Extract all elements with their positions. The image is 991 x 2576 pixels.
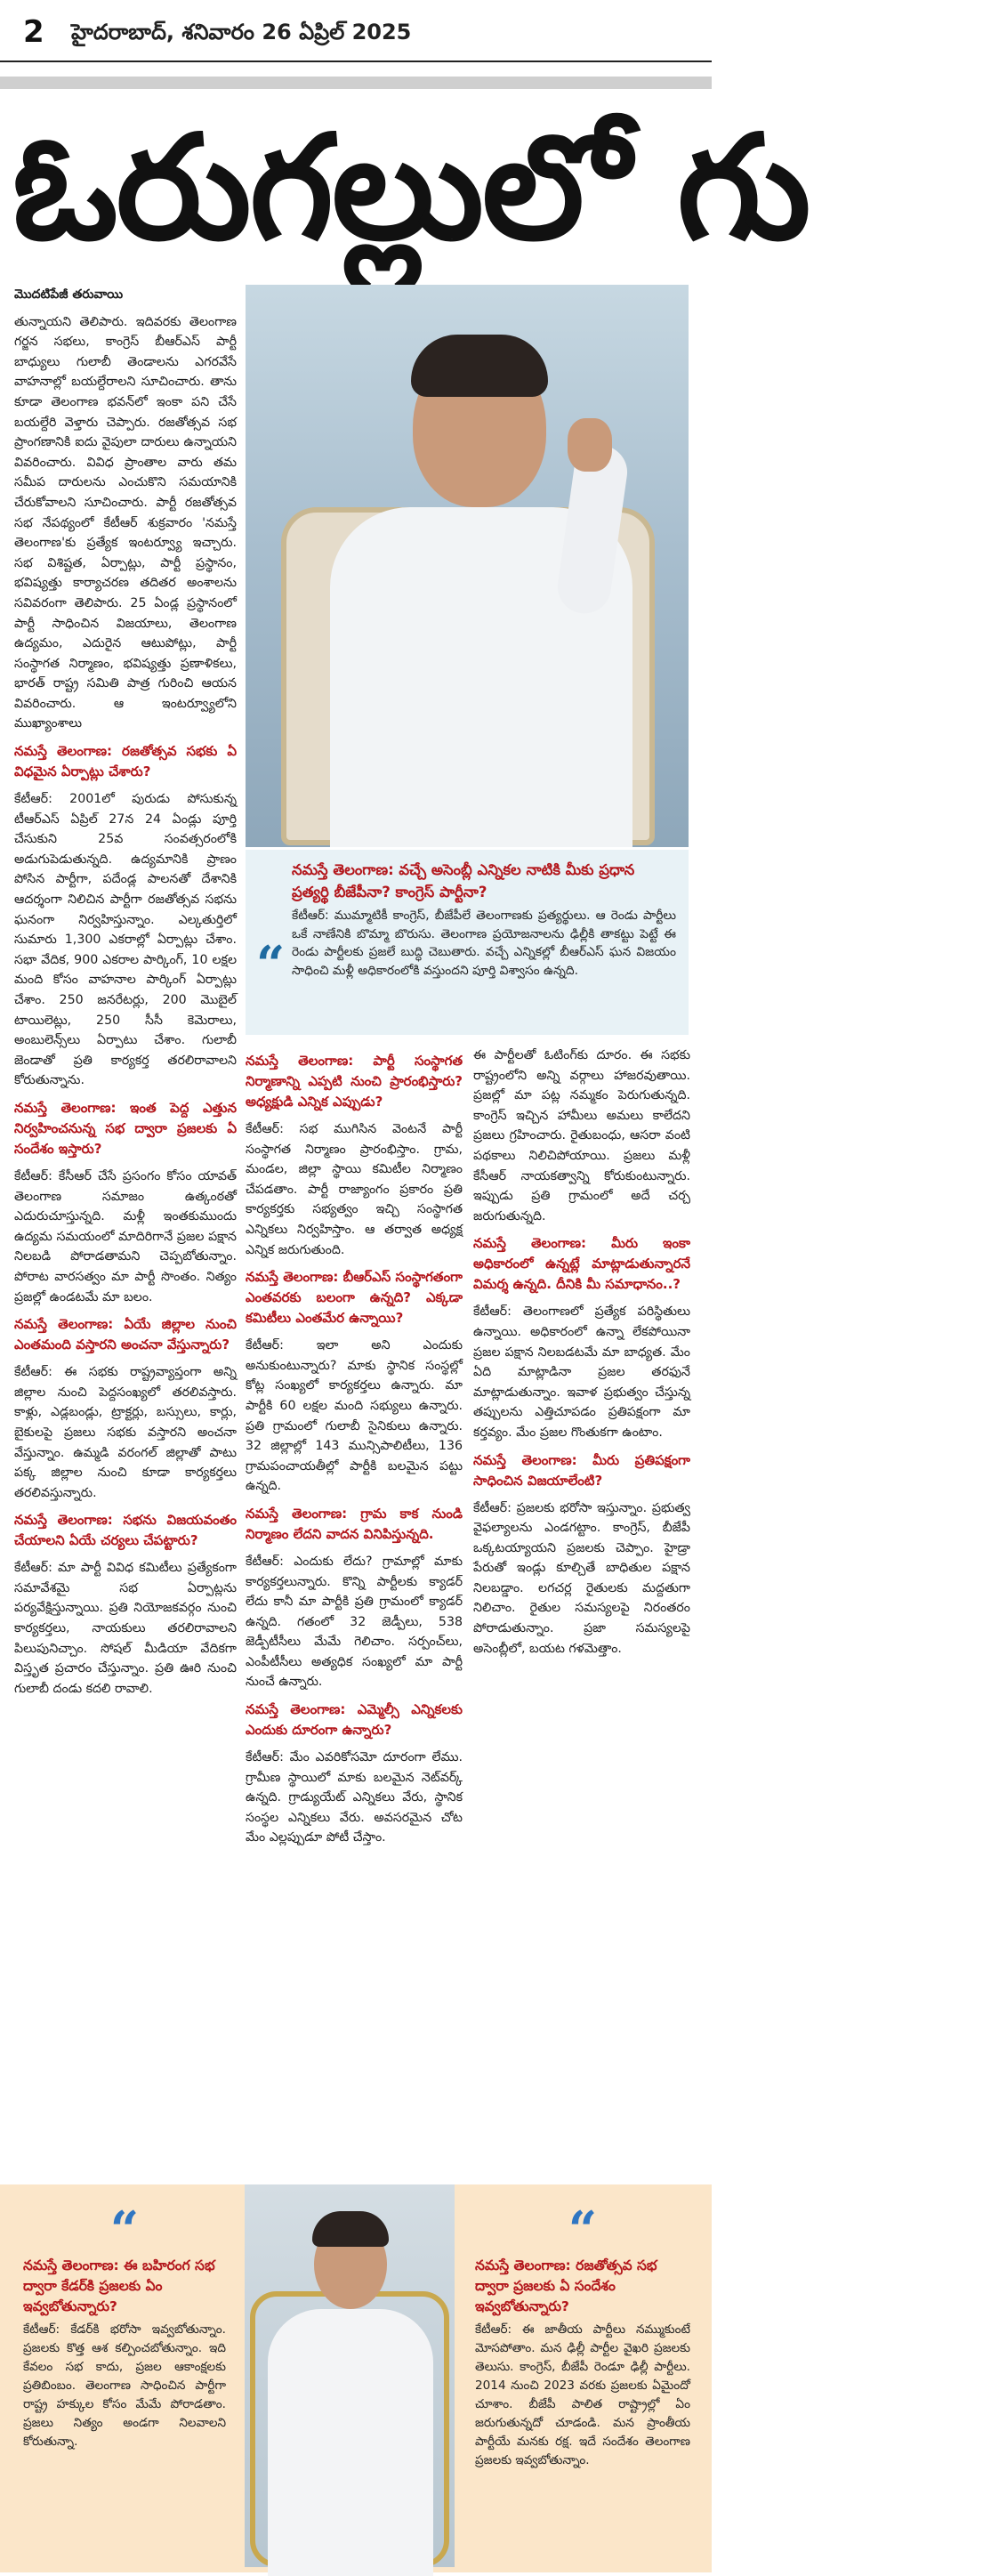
question: నమస్తే తెలంగాణ: మీరు ఇంకా అధికారంలో ఉన్నట్లే మాట్లాడుతున్నారనే విమర్శ ఉన్నది. దీనికి మీ సమాధానం..? bbox=[473, 1235, 690, 1293]
answer: కేటీఆర్: 2001లో పురుడు పోసుకున్న టీఆర్‌ఎస్ ఏప్రిల్ 27న 24 ఏండ్లు పూర్తి చేసుకుని 25వ సంవత్సరంలోకి అడుగుపెడుతున్నది. ఉద్యమానికి ప్రాణం పోసిన పార్టీగా, పదేండ్ల పాలనతో దేశానికి ఆదర్శంగా నిలిచిన పార్టీగా రజతోత్సవ సభను ఘనంగా నిర్వహిస్తున్నాం. ఎల్కతుర్తిలో సుమారు 1,300 ఎకరాల్లో ఏర్పాట్లు చేశాం. సభా వేదిక, 900 ఎకరాల పార్కింగ్, 10 లక్షల మంది కోసం వాహనాల పార్కింగ్ ఏర్పాట్లు చేశాం. 250 జనరేటర్లు, 200 మొబైల్ టాయిలెట్లు, 250 సీసీ కెమెరాలు, అంబులెన్స్‌లు ఏర్పాటు చేశాం. గులాబీ జెండాతో ప్రతి కార్యకర్త తరలిరావాలని కోరుతున్నాను. bbox=[14, 792, 237, 1088]
question: నమస్తే తెలంగాణ: సభను విజయవంతం చేయాలని ఏయే చర్యలు చేపట్టారు? bbox=[14, 1512, 237, 1549]
question: నమస్తే తెలంగాణ: మీరు ప్రతిపక్షంగా సాధించిన విజయాలేంటి? bbox=[473, 1451, 690, 1489]
quote-icon: “ bbox=[109, 2201, 140, 2259]
article-column-1 bbox=[14, 285, 237, 2176]
featured-quote bbox=[246, 850, 689, 1035]
answer: కేటీఆర్: ప్రజలకు భరోసా ఇస్తున్నాం. ప్రభుత్వ వైఫల్యాలను ఎండగట్టాం. కాంగ్రెస్, బీజేపీ ఒక్కటయ్యాయని ప్రజలకు చెప్పాం. హైడ్రా పేరుతో ఇండ్లు కూల్చితే బాధితుల పక్షాన నిలబడ్డాం. లగచర్ల రైతులకు మద్దతుగా నిలిచాం. రైతుల సమస్యలపై నిరంతరం పోరాడుతున్నాం. ప్రజా సమస్యలపై అసెంబ్లీలో, బయట గళమెత్తాం. bbox=[473, 1500, 690, 1656]
featured-answer: కేటీఆర్: ముమ్మాటికీ కాంగ్రెస్, బీజేపీలే తెలంగాణకు ప్రత్యర్థులు. ఆ రెండు పార్టీలు ఒకే నాణేనికి బొమ్మా బొరుసు. తెలంగాణ ప్రయోజనాలను ఢిల్లీకి తాకట్టు పెట్టే ఈ రెండు పార్టీలకు ప్రజలే బుద్ధి చెబుతారు. వచ్చే ఎన్నికల్లో బీఆర్‌ఎస్ ఘన విజయం సాధించి మళ్లీ అధికారంలోకి వస్తుందని పూర్తి విశ్వాసం ఉన్నది. bbox=[292, 908, 676, 978]
answer: కేటీఆర్: తెలంగాణలో ప్రత్యేక పరిస్థితులు ఉన్నాయి. అధికారంలో ఉన్నా లేకపోయినా ప్రజల పక్షాన నిలబడటమే మా బాధ్యత. మేం ఏది మాట్లాడినా ప్రజల తరఫునే మాట్లాడుతున్నాం. ఇవాళ ప్రభుత్వం చేస్తున్న తప్పులను ఎత్తిచూపడం ప్రతిపక్షంగా మా కర్తవ్యం. మేం ప్రజల గొంతుకగా ఉంటాం. bbox=[473, 1304, 690, 1440]
question: నమస్తే తెలంగాణ: రజతోత్సవ సభకు ఏ విధమైన ఏర్పాట్లు చేశారు? bbox=[14, 743, 237, 780]
quote-icon: “ bbox=[568, 2201, 598, 2259]
article-column-3 bbox=[473, 1046, 690, 2176]
interview-photo bbox=[246, 285, 689, 847]
bottom-quote-right bbox=[463, 2184, 703, 2572]
headline: ఓరుగల్లులో గు bbox=[12, 105, 810, 272]
quote-icon: “ bbox=[256, 935, 286, 994]
featured-question: నమస్తే తెలంగాణ: వచ్చే అసెంబ్లీ ఎన్నికల నాటికి మీకు ప్రధాన ప్రత్యర్థి బీజేపీనా? కాంగ్రెస్ పార్టీనా? bbox=[292, 861, 635, 900]
question: నమస్తే తెలంగాణ: పార్టీ సంస్థాగత నిర్మాణాన్ని ఎప్పటి నుంచి ప్రారంభిస్తారు? అధ్యక్షుడి ఎన్నిక ఎప్పుడు? bbox=[246, 1053, 463, 1110]
header-rule bbox=[0, 77, 712, 89]
question: నమస్తే తెలంగాణ: ఇంత పెద్ద ఎత్తున నిర్వహించనున్న సభ ద్వారా ప్రజలకు ఏ సందేశం ఇస్తారు? bbox=[14, 1099, 237, 1157]
answer: కేటీఆర్: కేసీఆర్ చేసే ప్రసంగం కోసం యావత్ తెలంగాణ సమాజం ఉత్కంఠతో ఎదురుచూస్తున్నది. మళ్లీ ఇంతకుముందు ఉద్యమ సమయంలో మాదిరిగానే ప్రజల పక్షాన నిలబడి పోరాడతామని చెప్పబోతున్నాం. పోరాట వారసత్వం మా పార్టీ సొంతం. నిత్యం ప్రజల్లో ఉండటమే మా బలం. bbox=[14, 1168, 237, 1304]
answer: కేటీఆర్: ఈ జాతీయ పార్టీలు నమ్ముకుంటే మోసపోతాం. మన ఢిల్లీ పార్టీల వైఖరి ప్రజలకు తెలుసు. కాంగ్రెస్, బీజేపీ రెండూ ఢిల్లీ పార్టీలు. 2014 నుంచి 2023 వరకు ప్రజలకు ఏమైందో చూశాం. బీజేపీ పాలిత రాష్ట్రాల్లో ఏం జరుగుతున్నదో చూడండి. మన ప్రాంతీయ పార్టీయే మనకు రక్ష. ఇదే సందేశం తెలంగాణ ప్రజలకు ఇవ్వబోతున్నాం. bbox=[475, 2322, 690, 2467]
page-number: 2 bbox=[23, 14, 44, 50]
bottom-quote-left bbox=[11, 2184, 238, 2572]
question: నమస్తే తెలంగాణ: ఎమ్మెల్సీ ఎన్నికలకు ఎందుకు దూరంగా ఉన్నారు? bbox=[246, 1701, 463, 1739]
question: నమస్తే తెలంగాణ: ఏయే జిల్లాల నుంచి ఎంతమంది వస్తారని అంచనా వేస్తున్నారు? bbox=[14, 1316, 237, 1353]
question: నమస్తే తెలంగాణ: ఈ బహిరంగ సభ ద్వారా కేడర్‌కి ప్రజలకు ఏం ఇవ్వబోతున్నారు? bbox=[23, 2257, 215, 2314]
answer: కేటీఆర్: ఎందుకు లేదు? గ్రామాల్లో మాకు కార్యకర్తలున్నారు. కొన్ని పార్టీలకు క్యాడర్ లేదు కానీ మా పార్టీకి ప్రతి గ్రామంలో క్యాడర్ ఉన్నది. గతంలో 32 జెడ్పీలు, 538 జెడ్పీటీసీలు మేమే గెలిచాం. సర్పంచ్‌లు, ఎంపీటీసీలు అత్యధిక సంఖ్యలో మా పార్టీ నుంచే ఉన్నారు. bbox=[246, 1554, 463, 1690]
answer: కేటీఆర్: ఈ సభకు రాష్ట్రవ్యాప్తంగా అన్ని జిల్లాల నుంచి పెద్దసంఖ్యలో తరలివస్తారు. కాళ్లు, ఎడ్లబండ్లు, ట్రాక్టర్లు, బస్సులు, కార్లు, బైకులపై ప్రజలు సభకు వస్తారని అంచనా వేస్తున్నాం. ఉమ్మడి వరంగల్ జిల్లాతో పాటు పక్క జిల్లాల నుంచి కూడా కార్యకర్తలు తరలివస్తున్నారు. bbox=[14, 1365, 237, 1500]
question: నమస్తే తెలంగాణ: రజతోత్సవ సభ ద్వారా ప్రజలకు ఏ సందేశం ఇవ్వబోతున్నారు? bbox=[475, 2257, 657, 2314]
answer: కేటీఆర్: కేడర్‌కి భరోసా ఇవ్వబోతున్నాం. ప్రజలకు కొత్త ఆశ కల్పించబోతున్నాం. ఇది కేవలం సభ కాదు, ప్రజల ఆకాంక్షలకు ప్రతిబింబం. తెలంగాణ సాధించిన పార్టీగా రాష్ట్ర హక్కుల కోసం మేమే పోరాడతాం. ప్రజలు నిత్యం అండగా నిలవాలని కోరుతున్నా. bbox=[23, 2322, 226, 2449]
answer: ఈ పార్టీలతో ఓటింగ్‌కు దూరం. ఈ సభకు రాష్ట్రంలోని అన్ని వర్గాలు హాజరవుతాయి. ప్రజల్లో మా పట్ల నమ్మకం పెరుగుతున్నది. కాంగ్రెస్ ఇచ్చిన హామీలు అమలు కాలేదని ప్రజలు గ్రహించారు. రైతుబంధు, ఆసరా వంటి పథకాలు నిలిచిపోయాయి. ప్రజలు మళ్లీ కేసీఆర్ నాయకత్వాన్ని కోరుకుంటున్నారు. ఇప్పుడు ప్రతి గ్రామంలో అదే చర్చ జరుగుతున్నది. bbox=[473, 1048, 690, 1223]
answer: కేటీఆర్: మా పార్టీ వివిధ కమిటీలు ప్రత్యేకంగా సమావేశమై సభ ఏర్పాట్లను పర్యవేక్షిస్తున్నాయి. ప్రతి నియోజకవర్గం నుంచి కార్యకర్తలు, నాయకులు తరలిరావాలని పిలుపునిచ్చాం. సోషల్ మీడియా వేదికగా విస్తృత ప్రచారం చేస్తున్నాం. ప్రతి ఊరి నుంచి గులాబీ దండు కదలి రావాలి. bbox=[14, 1561, 237, 1696]
answer: కేటీఆర్: మేం ఎవరికోసమో దూరంగా లేము. గ్రామీణ స్థాయిలో మాకు బలమైన నెట్‌వర్క్ ఉన్నది. గ్రాడ్యుయేట్ ఎన్నికలు వేరు, స్థానిక సంస్థల ఎన్నికలు వేరు. అవసరమైన చోట మేం ఎల్లప్పుడూ పోటీ చేస్తాం. bbox=[246, 1750, 463, 1845]
question: నమస్తే తెలంగాణ: గ్రామ కాక నుండి నిర్మాణం లేదని వాదన వినిపిస్తున్నది. bbox=[246, 1505, 463, 1542]
question: నమస్తే తెలంగాణ: బీఆర్‌ఎస్ సంస్థాగతంగా ఎంతవరకు బలంగా ఉన్నది? ఎక్కడా కమిటీలు ఎంతమేర ఉన్నాయి? bbox=[246, 1269, 463, 1327]
secondary-photo bbox=[245, 2184, 455, 2567]
dateline: హైదరాబాద్, శనివారం 26 ఏప్రిల్ 2025 bbox=[71, 20, 412, 44]
article-column-2 bbox=[246, 1046, 463, 2176]
answer: కేటీఆర్: ఇలా అని ఎందుకు అనుకుంటున్నారు? మాకు స్థానిక సంస్థల్లో కోట్ల సంఖ్యలో కార్యకర్తలు ఉన్నారు. మా పార్టీకి 60 లక్షల మంది సభ్యులు ఉన్నారు. ప్రతి గ్రామంలో గులాబీ సైనికులు ఉన్నారు. 32 జిల్లాల్లో 143 మున్సిపాలిటీలు, 136 గ్రామపంచాయతీల్లో పార్టీకి బలమైన పట్టు ఉన్నది. bbox=[246, 1338, 463, 1494]
page-header bbox=[0, 0, 712, 62]
continuation-label: మొదటిపేజీ తరువాయి bbox=[14, 287, 124, 302]
lead-paragraph: తున్నాయని తెలిపారు. ఇదివరకు తెలంగాణ గర్జన సభలు, కాంగ్రెస్ బీఆర్‌ఎస్ పార్టీ బాధ్యులు గులాబీ తెండాలను ఎగరవేసే వాహనాల్లో బయల్దేరాలని సూచించారు. తాను కూడా తెలంగాణ భవన్‌లో ఇంకా పని చేసే బయల్దేరి వెళ్తారు చెప్పారు. రజతోత్సవ సభ ప్రాంగణానికి ఐదు వైపులా దారులు ఉన్నాయని వివరించారు. వివిధ ప్రాంతాల వారు తమ సమీప దారులను ఎంచుకొని సమయానికి చేరుకోవాలని సూచించారు. పార్టీ రజతోత్సవ సభ నేపథ్యంలో కేటీఆర్ శుక్రవారం 'నమస్తే తెలంగాణ'కు ప్రత్యేక ఇంటర్వ్యూ ఇచ్చారు. సభ విశిష్టత, ఏర్పాట్లు, పార్టీ ప్రస్థానం, భవిష్యత్తు కార్యాచరణ తదితర అంశాలను సవివరంగా తెలిపారు. 25 ఏండ్ల ప్రస్థానంలో పార్టీ సాధించిన విజయాలు, తెలంగాణ ఉద్యమం, ఎదురైన ఆటుపోట్లు, పార్టీ సంస్థాగత నిర్మాణం, భవిష్యత్తు ప్రణాళికలు, భారత్ రాష్ట్ర సమితి పాత్ర గురించి ఆయన వివరించారు. ఆ ఇంటర్వ్యూలోని ముఖ్యాంశాలు bbox=[14, 314, 237, 731]
answer: కేటీఆర్: సభ ముగిసిన వెంటనే పార్టీ సంస్థాగత నిర్మాణం ప్రారంభిస్తాం. గ్రామ, మండల, జిల్లా స్థాయి కమిటీల నిర్మాణం చేపడతాం. పార్టీ రాజ్యాంగం ప్రకారం ప్రతి కార్యకర్తకు సభ్యత్వం ఇచ్చి సంస్థాగత ఎన్నికలు నిర్వహిస్తాం. ఆ తర్వాత అధ్యక్ష ఎన్నిక జరుగుతుంది. bbox=[246, 1122, 463, 1257]
